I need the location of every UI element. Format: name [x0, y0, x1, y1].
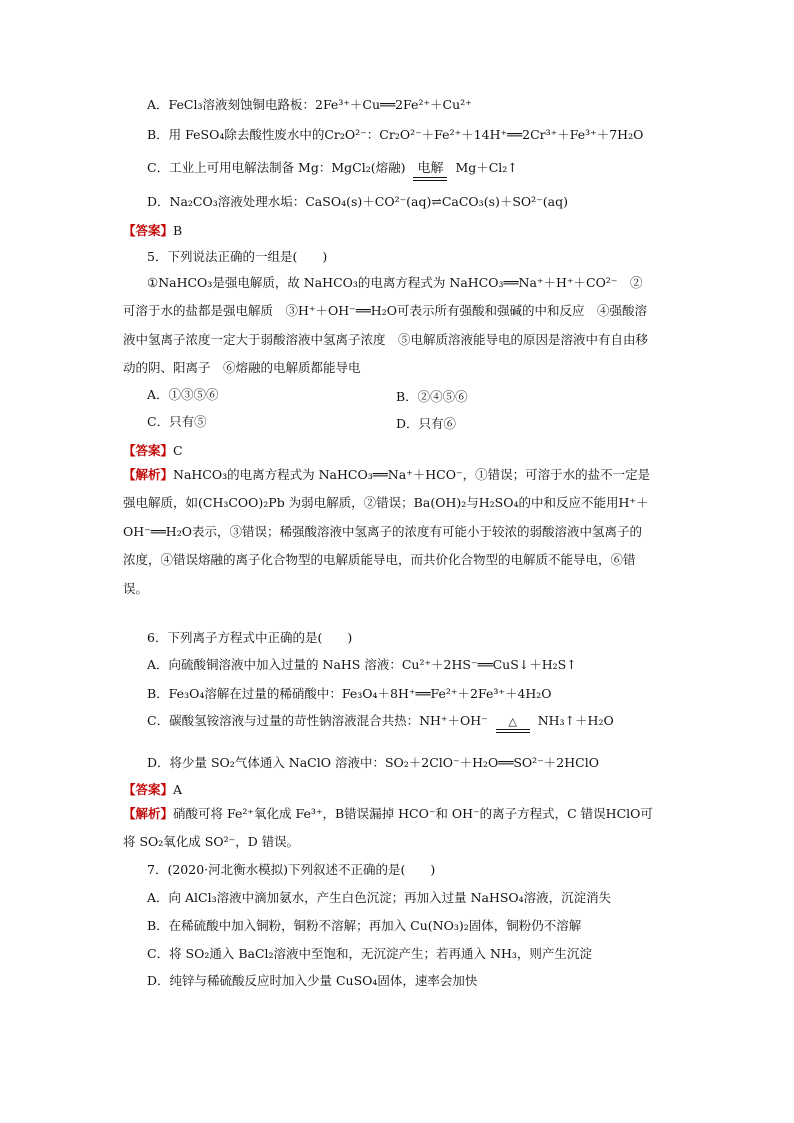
q5-answer [123, 441, 183, 459]
analysis-tag: 【解析】 [123, 467, 174, 482]
q5-stem: 5．下列说法正确的一组是( ) [147, 249, 328, 264]
q6-option-d: D．将少量 SO₂气体通入 NaClO 溶液中：SO₂＋2ClO⁻＋H₂O══SO²⁻＋2HClO [147, 755, 599, 770]
answer-tag: 【答案】 [123, 223, 174, 238]
q6-option-c [147, 713, 614, 733]
answer-value: B [173, 223, 183, 238]
equals-arrow-icon [496, 729, 530, 733]
q4-option-c [147, 160, 518, 181]
q5-body [123, 269, 653, 383]
q4-option-c-condition: 电解 [417, 161, 444, 176]
q6-option-b: B．Fe₃O₄溶解在过量的稀硝酸中：Fe₃O₄＋8H⁺══Fe²⁺＋2Fe³⁺＋4H₂O [147, 686, 552, 701]
q7-option-a: A．向 AlCl₃溶液中滴加氨水，产生白色沉淀；再加入过量 NaHSO₄溶液，沉淀消失 [147, 890, 612, 905]
q4-option-d: D．Na₂CO₃溶液处理水垢：CaSO₄(s)＋CO²⁻(aq)⇌CaCO₃(s)＋SO²⁻(aq) [147, 194, 568, 209]
q5-body-text: ①NaHCO₃是强电解质，故 NaHCO₃的电离方程式为 NaHCO₃══Na⁺＋H⁺＋CO²⁻ ②可溶于水的盐都是强电解质 ③H⁺＋OH⁻══H₂O可表示所有强酸和强碱的中和反应 ④强酸溶液中氢离子浓度一定大于弱酸溶液中氢离子浓度 ⑤电解质溶液能导电的原因是溶液中有自由移动的阴、阳离子 ⑥熔融的电解质都能导电 [123, 275, 649, 376]
q4-option-c-pre: C．工业上可用电解法制备 Mg：MgCl₂(熔融) [147, 160, 406, 175]
answer-tag: 【答案】 [123, 443, 174, 458]
q4-option-c-post: Mg＋Cl₂↑ [455, 160, 518, 175]
q4-option-b: B．用 FeSO₄除去酸性废水中的Cr₂O²⁻：Cr₂O²⁻＋Fe²⁺＋14H⁺══2Cr³⁺＋Fe³⁺＋7H₂O [147, 127, 644, 142]
q7-option-d: D．纯锌与稀硫酸反应时加入少量 CuSO₄固体，速率会加快 [147, 973, 478, 988]
q5-option-a: A．①③⑤⑥ [147, 387, 219, 402]
q6-answer [123, 780, 182, 798]
q5-option-d: D．只有⑥ [396, 416, 457, 431]
heating-arrow [496, 717, 530, 733]
q5-analysis [123, 461, 653, 603]
answer-value: C [173, 443, 183, 458]
answer-value: A [173, 782, 183, 797]
q5-option-b: B．②④⑤⑥ [396, 389, 468, 404]
q6-option-c-post: NH₃↑＋H₂O [537, 713, 614, 728]
q6-stem: 6．下列离子方程式中正确的是( ) [147, 630, 353, 645]
q7-option-b: B．在稀硫酸中加入铜粉，铜粉不溶解；再加入 Cu(NO₃)₂固体，铜粉仍不溶解 [147, 918, 582, 933]
q6-option-c-condition: △ [508, 715, 517, 728]
answer-tag: 【答案】 [123, 782, 174, 797]
q6-analysis-text: 硝酸可将 Fe²⁺氧化成 Fe³⁺，B错误漏掉 HCO⁻和 OH⁻的离子方程式，C 错误HClO可将 SO₂氧化成 SO²⁻，D 错误。 [123, 806, 653, 850]
analysis-tag: 【解析】 [123, 806, 174, 821]
electrolysis-arrow [413, 163, 447, 181]
q7-option-c: C．将 SO₂通入 BaCl₂溶液中至饱和，无沉淀产生；若再通入 NH₃，则产生沉淀 [147, 946, 592, 961]
q6-option-a: A．向硫酸铜溶液中加入过量的 NaHS 溶液：Cu²⁺＋2HS⁻══CuS↓＋H₂S↑ [147, 657, 577, 672]
equals-arrow-icon [413, 177, 447, 181]
q5-analysis-text: NaHCO₃的电离方程式为 NaHCO₃══Na⁺＋HCO⁻，①错误；可溶于水的盐不一定是强电解质，如(CH₃COO)₂Pb 为弱电解质，②错误；Ba(OH)₂与H₂SO₄的中和反应不能用H⁺＋OH⁻══H₂O表示，③错误；稀强酸溶液中氢离子的浓度有可能小于较浓的弱酸溶液中氢离子的浓度，④错误熔融的离子化合物型的电解质能导电，而共价化合物型的电解质不能导电，⑥错误。 [123, 467, 651, 596]
q5-option-c: C．只有⑤ [147, 414, 207, 429]
q6-analysis [123, 800, 653, 857]
q4-option-a: A．FeCl₃溶液刻蚀铜电路板：2Fe³⁺＋Cu══2Fe²⁺＋Cu²⁺ [147, 97, 472, 112]
q4-answer [123, 221, 182, 239]
q6-option-c-pre: C．碳酸氢铵溶液与过量的苛性钠溶液混合共热：NH⁺＋OH⁻ [147, 713, 488, 728]
q7-stem: 7．(2020·河北衡水模拟)下列叙述不正确的是( ) [147, 862, 436, 877]
